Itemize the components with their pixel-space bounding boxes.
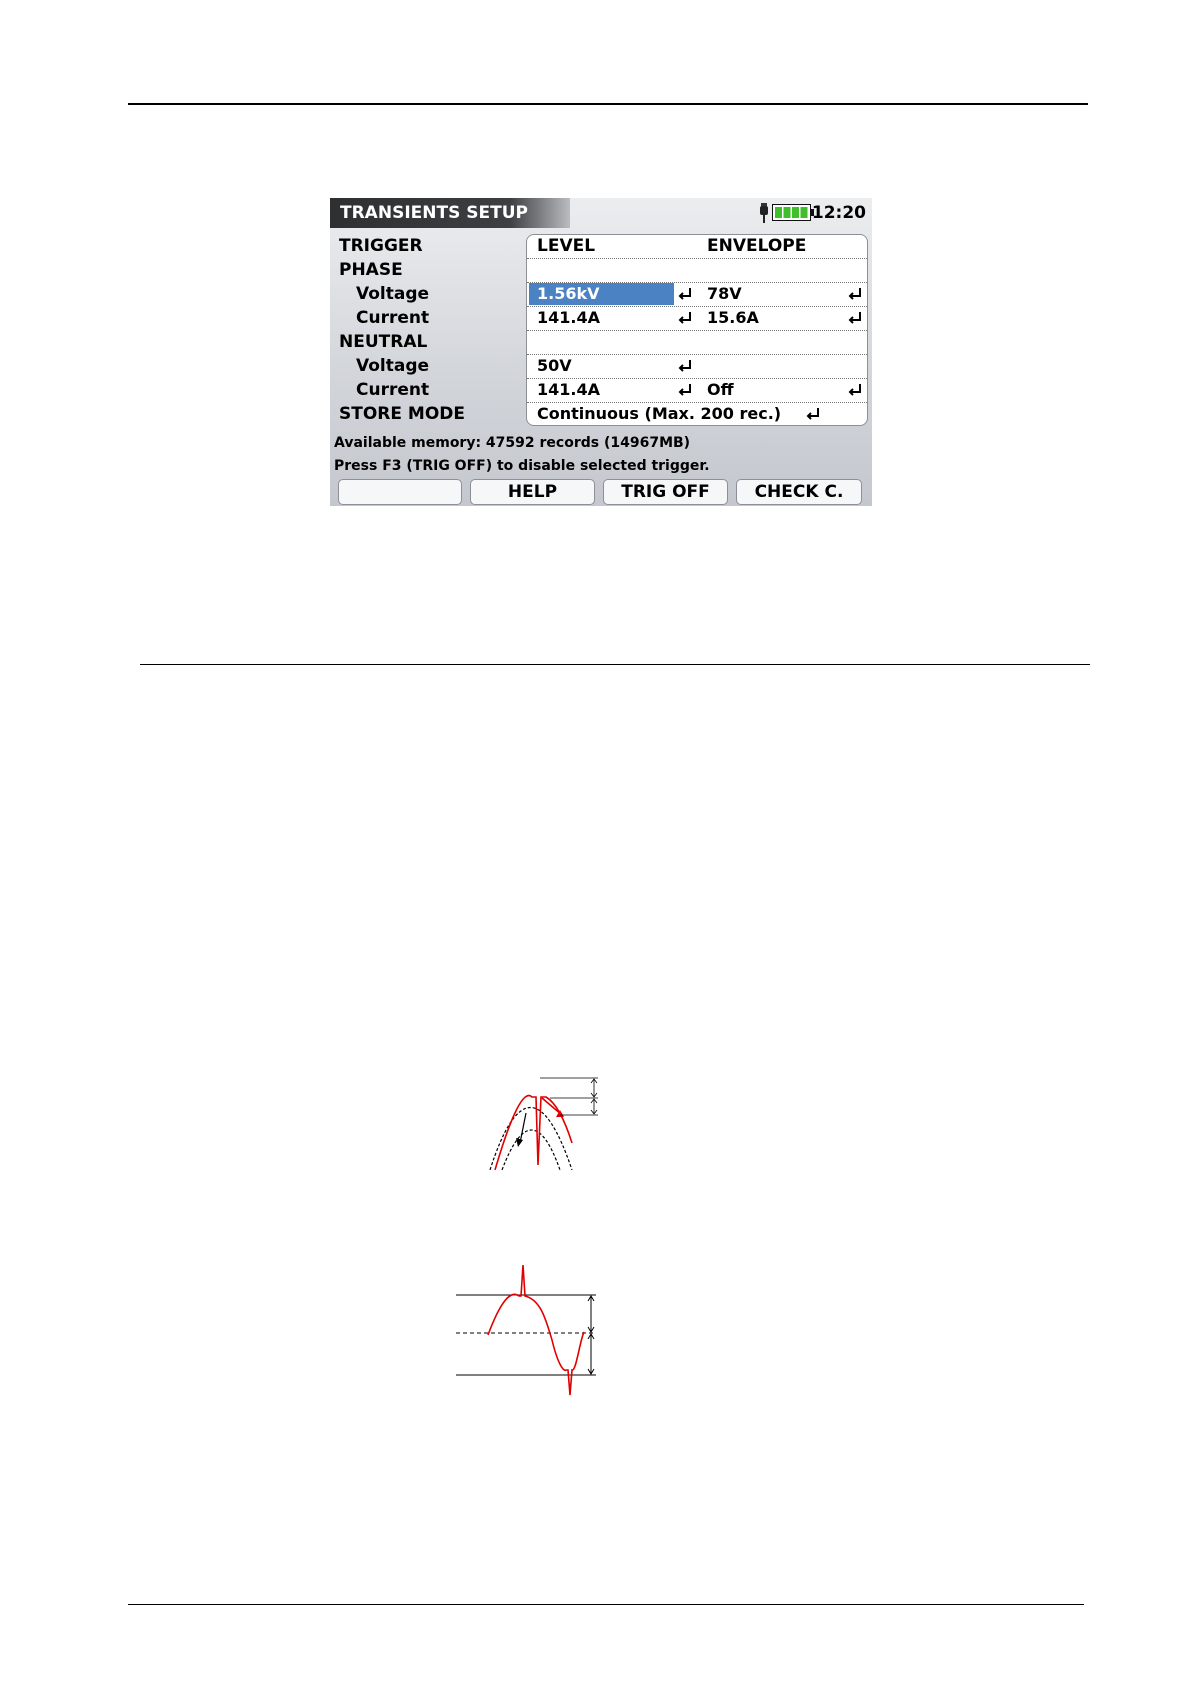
row-separator	[527, 330, 867, 331]
neutral-current-envelope-value[interactable]: Off	[707, 380, 734, 399]
column-envelope: ENVELOPE	[707, 236, 807, 256]
enter-icon	[677, 287, 693, 301]
envelope-lower-curve	[502, 1130, 560, 1170]
trig-off-button[interactable]: TRIG OFF	[603, 479, 728, 505]
column-level: LEVEL	[537, 236, 596, 256]
label-neutral: NEUTRAL	[339, 332, 428, 352]
phase-voltage-level-value: 1.56kV	[537, 284, 600, 303]
label-store-mode: STORE MODE	[339, 404, 466, 424]
label-neutral-voltage: Voltage	[356, 356, 430, 376]
enter-icon	[677, 311, 693, 325]
envelope-trigger-diagram	[480, 1065, 620, 1170]
check-c-button[interactable]: CHECK C.	[736, 479, 862, 505]
row-separator	[527, 354, 867, 355]
settings-panel	[526, 234, 868, 426]
screen-title: TRANSIENTS SETUP	[330, 198, 570, 228]
enter-icon	[677, 359, 693, 373]
clock: 12:20	[811, 203, 866, 223]
available-memory-text: Available memory: 47592 records (14967MB)	[334, 435, 691, 451]
label-trigger: TRIGGER	[339, 236, 423, 256]
neutral-current-level-value[interactable]: 141.4A	[537, 380, 600, 399]
phase-current-level-value[interactable]: 141.4A	[537, 308, 600, 327]
enter-icon	[805, 407, 821, 421]
row-separator	[527, 258, 867, 259]
plug-icon	[758, 202, 770, 224]
label-phase-current: Current	[356, 308, 430, 328]
black-arrow	[520, 1113, 526, 1143]
help-button[interactable]: HELP	[470, 479, 595, 505]
neutral-voltage-level-value[interactable]: 50V	[537, 356, 572, 375]
label-phase-voltage: Voltage	[356, 284, 430, 304]
footer-rule	[128, 1604, 1084, 1605]
phase-voltage-level-cell[interactable]	[529, 283, 674, 305]
battery-icon	[772, 204, 814, 221]
enter-icon	[847, 311, 863, 325]
header-rule	[128, 103, 1088, 105]
phase-current-envelope-value[interactable]: 15.6A	[707, 308, 759, 327]
phase-voltage-envelope-value[interactable]: 78V	[707, 284, 742, 303]
level-trigger-diagram	[456, 1260, 616, 1405]
section-rule	[140, 664, 1090, 665]
enter-icon	[677, 383, 693, 397]
f1-button[interactable]	[338, 479, 462, 505]
black-arrowhead	[516, 1138, 523, 1147]
label-neutral-current: Current	[356, 380, 430, 400]
enter-icon	[847, 287, 863, 301]
enter-icon	[847, 383, 863, 397]
instrument-screenshot	[330, 198, 872, 506]
store-mode-value[interactable]: Continuous (Max. 200 rec.)	[537, 404, 782, 423]
label-phase: PHASE	[339, 260, 403, 280]
hint-text: Press F3 (TRIG OFF) to disable selected trigger.	[334, 458, 710, 474]
